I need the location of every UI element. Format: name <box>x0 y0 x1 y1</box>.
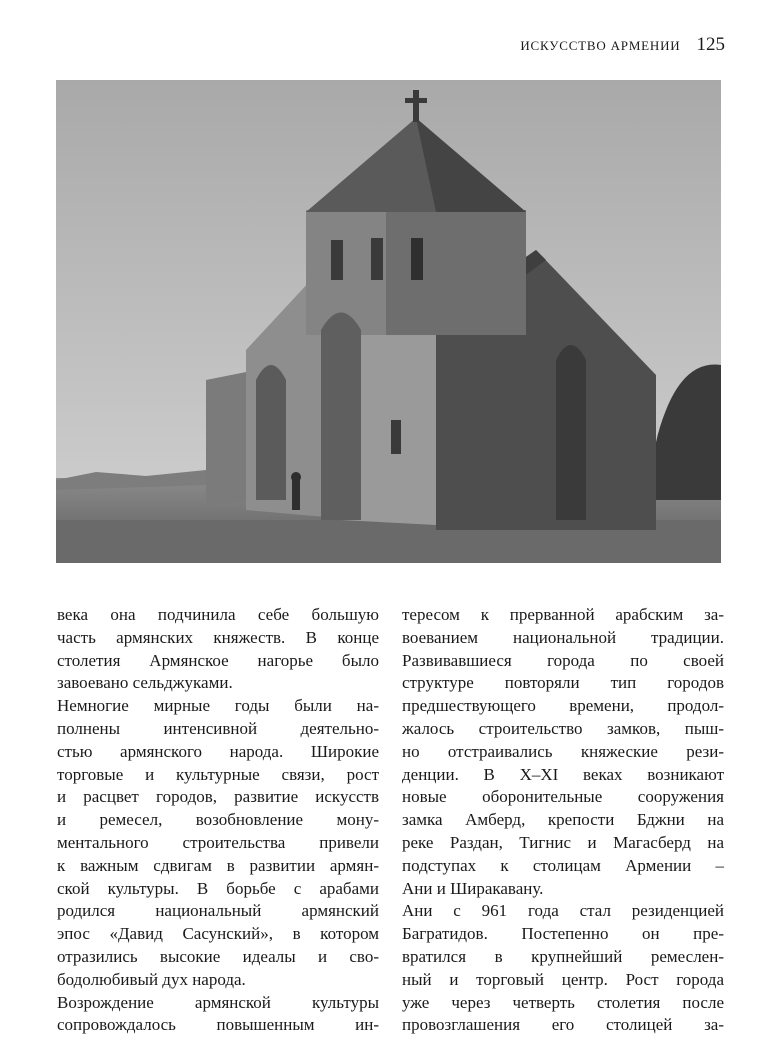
text-line: отразились высокие идеалы и сво- <box>57 946 379 966</box>
text-line: новые оборонительные сооружения <box>402 787 724 807</box>
text-line: Ани и Ширакавану. <box>402 878 544 898</box>
text-column-right <box>402 604 724 1037</box>
text-line: Ани с 961 года стал резиденцией <box>402 901 724 921</box>
text-line: ской культуры. В борьбе с арабами <box>57 878 379 898</box>
running-title: ИСКУССТВО АРМЕНИИ <box>520 38 681 53</box>
text-line: века она подчинила себе большую <box>57 605 379 624</box>
text-line: Возрождение армянской культуры <box>57 992 379 1012</box>
page-number: 125 <box>696 34 725 55</box>
text-line: стью армянского народа. Широкие <box>57 741 379 761</box>
text-line: родился национальный армянский <box>57 901 379 921</box>
text-line: ный и торговый центр. Рост города <box>402 969 724 989</box>
text-line: реке Раздан, Тигнис и Магасберд на <box>402 832 724 852</box>
text-line: структуре повторяли тип городов <box>402 673 724 693</box>
text-line: полнены интенсивной деятельно- <box>57 718 379 738</box>
text-line: к важным сдвигам в развитии армян- <box>57 855 379 875</box>
text-line: и ремесел, возобновление мону- <box>57 810 379 830</box>
text-line: но отстраивались княжеские рези- <box>402 741 724 761</box>
text-column-left <box>57 604 379 1037</box>
text-line: воеванием национальной традиции. <box>402 627 724 647</box>
text-line: предшествующего времени, продол- <box>402 696 724 716</box>
running-header <box>0 34 725 56</box>
text-line: Багратидов. Постепенно он пре- <box>402 924 724 944</box>
text-line: бодолюбивый дух народа. <box>57 969 246 989</box>
church-illustration <box>56 80 721 563</box>
text-line: уже через четверть столетия после <box>402 992 724 1012</box>
text-line: вратился в крупнейший ремеслен- <box>402 946 724 966</box>
text-line: подступах к столицам Армении – <box>402 855 724 875</box>
church-photograph <box>56 80 721 563</box>
text-line: тересом к прерванной арабским за- <box>402 605 724 624</box>
text-line: ментального строительства привели <box>57 832 379 852</box>
text-line: жалось строительство замков, пыш- <box>402 718 724 738</box>
text-line: торговые и культурные связи, рост <box>57 764 379 784</box>
text-line: Немногие мирные годы были на- <box>57 696 379 716</box>
text-line: часть армянских княжеств. В конце <box>57 627 379 647</box>
text-line: сопровождалось повышенным ин- <box>57 1015 379 1035</box>
text-line: провозглашения его столицей за- <box>402 1015 724 1035</box>
text-line: замка Амберд, крепости Бджни на <box>402 810 724 830</box>
text-line: эпос «Давид Сасунский», в котором <box>57 924 379 944</box>
text-line: денции. В X–XI веках возникают <box>402 764 724 784</box>
text-line: столетия Армянское нагорье было <box>57 650 379 670</box>
text-line: и расцвет городов, развитие искусств <box>57 787 379 807</box>
text-line: Развивавшиеся города по своей <box>402 650 724 670</box>
text-line: завоевано сельджуками. <box>57 673 233 693</box>
